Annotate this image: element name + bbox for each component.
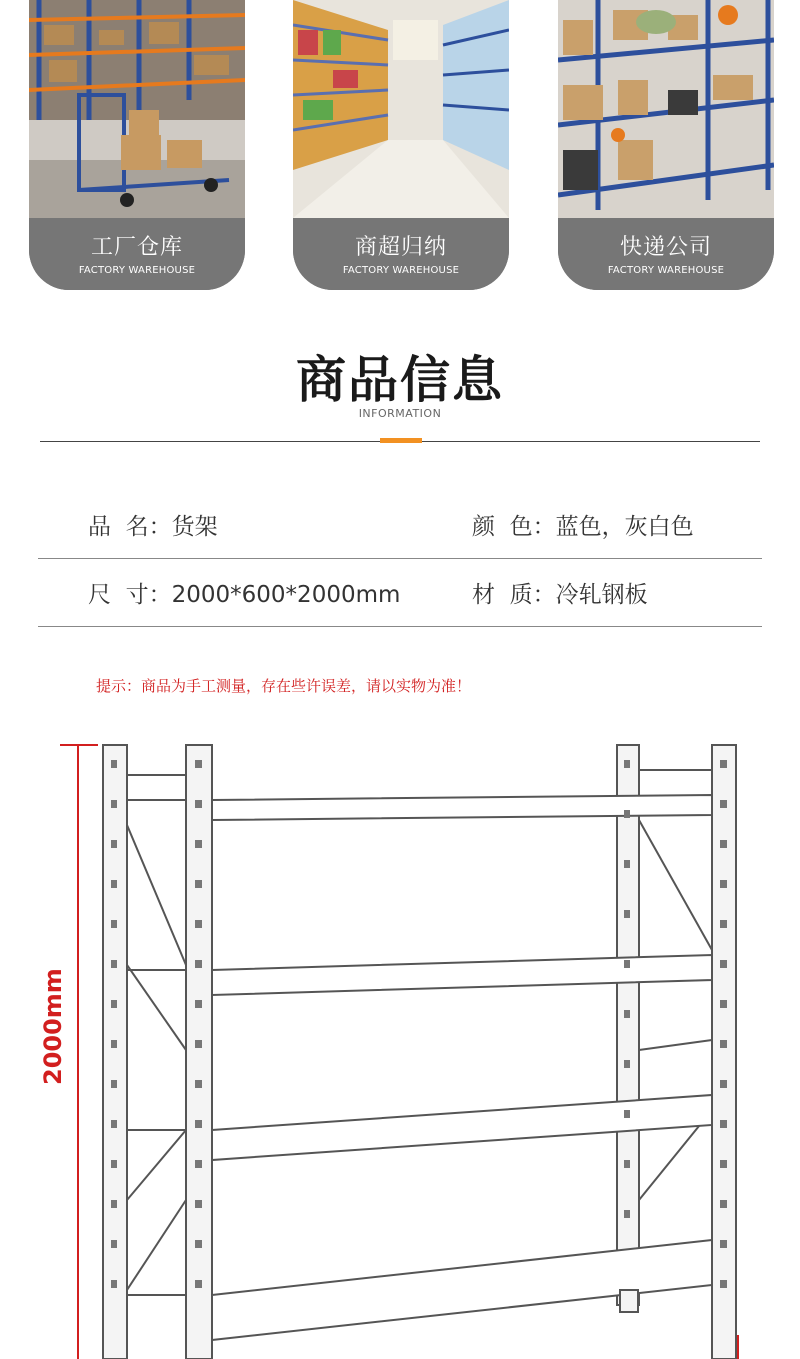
express-photo (558, 0, 774, 218)
section-title: 商品信息 (296, 351, 504, 409)
card-express (558, 0, 774, 290)
card-title: 快递公司 (619, 235, 712, 260)
card-subtitle: FACTORY WAREHOUSE (342, 265, 460, 276)
card-subtitle: FACTORY WAREHOUSE (607, 265, 725, 276)
spec-name: 品 名：货架 (88, 514, 218, 540)
height-dimension-label: 2000mm (39, 968, 67, 1085)
card-supermarket (293, 0, 509, 290)
supermarket-photo (293, 0, 509, 218)
card-caption (558, 218, 774, 290)
card-caption (29, 218, 245, 290)
title-accent-bar (380, 438, 422, 443)
spec-size: 尺 寸：2000*600*2000mm (88, 582, 401, 608)
section-subtitle: INFORMATION (358, 407, 442, 420)
card-caption (293, 218, 509, 290)
card-title: 工厂仓库 (90, 235, 183, 260)
spec-row (38, 490, 762, 559)
spec-row (38, 558, 762, 627)
warehouse-photo (29, 0, 245, 218)
spec-material: 材 质：冷轧钢板 (472, 582, 648, 608)
measurement-tip: 提示：商品为手工测量，存在些许误差，请以实物为准！ (96, 677, 472, 695)
card-title: 商超归纳 (354, 235, 447, 260)
card-factory-warehouse (29, 0, 245, 290)
spec-color: 颜 色：蓝色，灰白色 (472, 514, 694, 540)
shelf-rack-drawing (103, 745, 736, 1359)
scene-cards (0, 0, 800, 300)
shelf-diagram (0, 730, 800, 1359)
card-subtitle: FACTORY WAREHOUSE (78, 265, 196, 276)
